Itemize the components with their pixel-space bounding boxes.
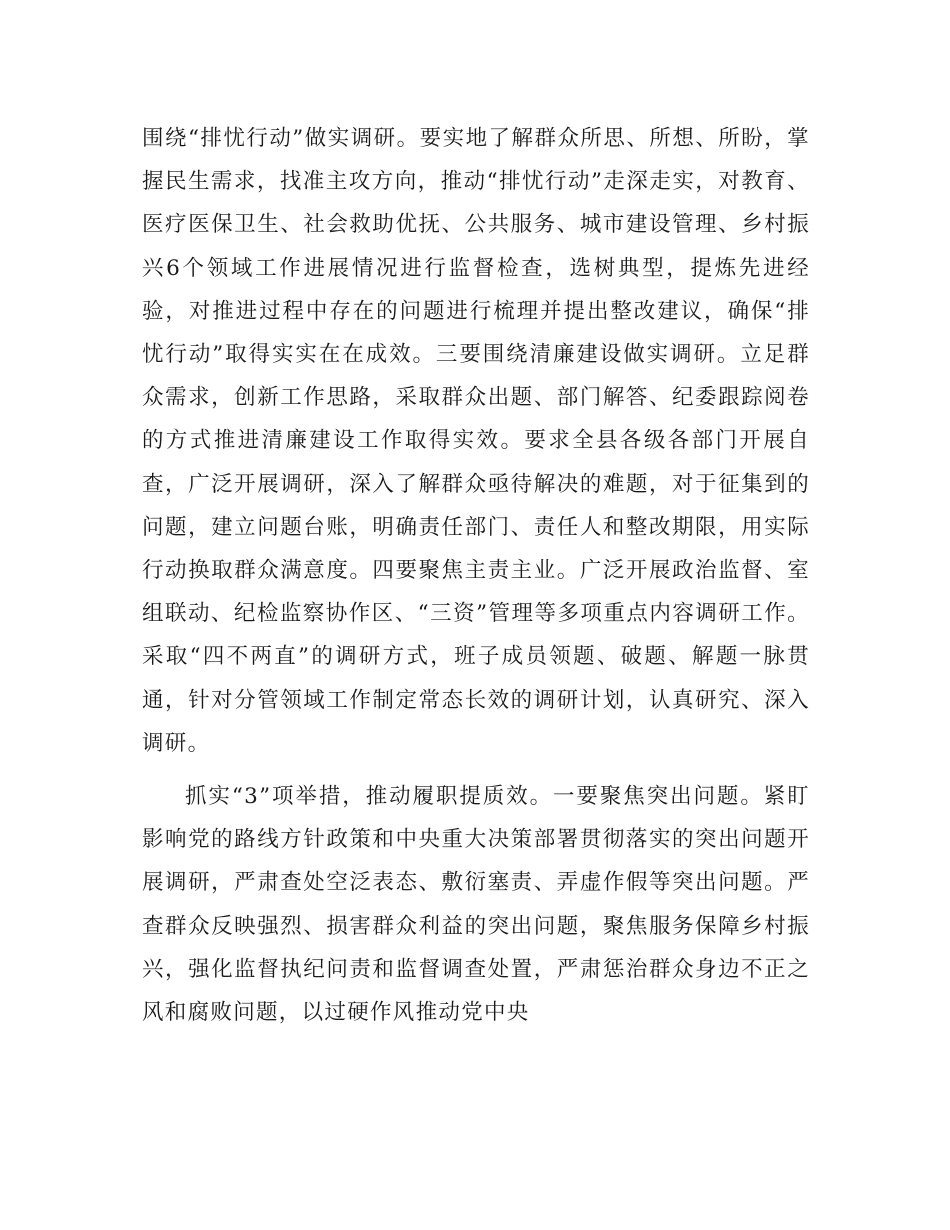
paragraph-measures: 抓实“3”项举措，推动履职提质效。一要聚焦突出问题。紧盯影响党的路线方针政策和中央重大决策部署贯彻落实的突出问题开展调研，严肃查处空泛表态、敷衍塞责、弄虚作假等突出问题。严查群众反映强烈、损害群众利益的突出问题，聚焦服务保障乡村振兴，强化监督执纪问责和监督调查处置，严肃惩治群众身边不正之风和腐败问题，以过硬作风推动党中央 [142,784,810,1026]
paragraph-continuation: 围绕“排忧行动”做实调研。要实地了解群众所思、所想、所盼，掌握民生需求，找准主攻方向，推动“排忧行动”走深走实，对教育、医疗医保卫生、社会救助优抚、公共服务、城市建设管理、乡村振兴6个领域工作进展情况进行监督检查，选树典型，提炼先进经验，对推进过程中存在的问题进行梳理并提出整改建议，确保“排忧行动”取得实实在在成效。三要围绕清廉建设做实调研。立足群众需求，创新工作思路，采取群众出题、部门解答、纪委跟踪阅卷的方式推进清廉建设工作取得实效。要求全县各级各部门开展自查，广泛开展调研，深入了解群众亟待解决的难题，对于征集到的问题，建立问题台账，明确责任部门、责任人和整改期限，用实际行动换取群众满意度。四要聚焦主责主业。广泛开展政治监督、室组联动、纪检监察协作区、“三资”管理等多项重点内容调研工作。采取“四不两直”的调研方式，班子成员领题、破题、解题一脉贯通，针对分管领域工作制定常态长效的调研计划，认真研究、深入调研。 [142,126,810,756]
document-body [142,117,810,1034]
